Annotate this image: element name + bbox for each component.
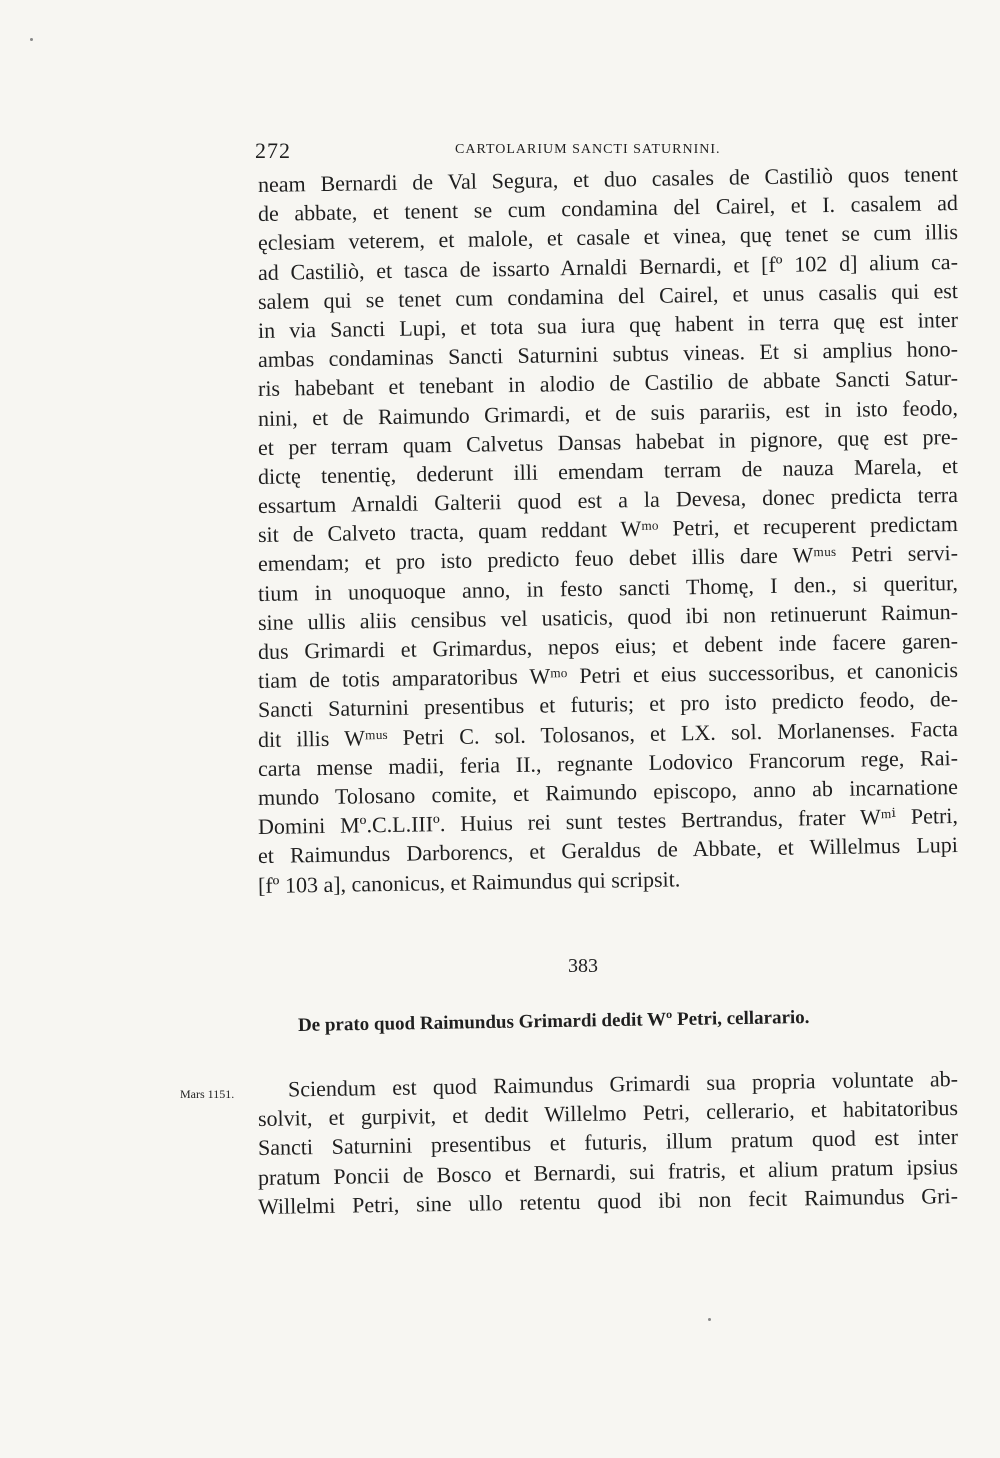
text-line: Willelmi Petri, sine ullo retentu quod ibi non fecit Raimundus Gri- [257, 1182, 959, 1219]
entry-number: 383 [568, 955, 598, 977]
text-line: nini, et de Raimundo Grimardi, et de suis parariis, est in isto feodo, [257, 394, 959, 431]
text-line: [fº 103 a], canonicus, et Raimundus qui scripsit. [257, 865, 681, 898]
text-line: Domini Mº.C.L.IIIº. Huius rei sunt testes Bertrandus, frater Wᵐⁱ Petri, [257, 803, 959, 840]
margin-date-note: Mars 1151. [180, 1087, 235, 1101]
paper-speck [708, 1318, 711, 1321]
text-line: dus Grimardi et Grimardus, nepos eius; et debent inde facere garen- [257, 628, 959, 664]
text-line: Sancti Saturnini presentibus et futuris; et pro isto predicto feodo, de- [257, 686, 959, 723]
text-line: essartum Arnaldi Galterii quod est a la Devesa, donec predicta terra [257, 482, 959, 519]
text-line: sine ullis aliis censibus vel usaticis, quod ibi non retinuerunt Raimun- [257, 598, 959, 635]
text-line: emendam; et pro isto predicto feuo debet illis dare Wᵐᵘˢ Petri servi- [257, 540, 959, 577]
text-line: et per terram quam Calvetus Dansas habebat in pignore, quę est pre- [257, 423, 959, 460]
text-line: et Raimundus Darborencs, et Geraldus de Abbate, et Willelmus Lupi [257, 832, 959, 869]
text-line: carta mense madii, feria II., regnante Lodovico Francorum rege, Rai- [257, 744, 959, 781]
text-line: in via Sancti Lupi, et tota sua iura quę habent in terra quę est inter [257, 306, 959, 343]
text-line: dictę tenentię, dederunt illi emendam terram de nauza Marela, et [257, 452, 959, 489]
text-line: ad Castiliò, et tasca de issarto Arnaldi Bernardi, et [fº 102 d] alium ca- [257, 248, 959, 285]
text-line: ris habebant et tenebant in alodio de Castilio de abbate Sancti Satur- [257, 365, 959, 402]
text-line: sit de Calveto tracta, quam reddant Wᵐᵒ Petri, et recuperent predictam [257, 511, 959, 548]
text-line: tium in unoquoque anno, in festo sancti Thomę, I den., si queritur, [257, 569, 959, 606]
text-line: Sancti Saturnini presentibus et futuris, illum pratum quod est inter [257, 1124, 959, 1161]
entry-heading: De prato quod Raimundus Grimardi dedit Wº Petri, cellarario. [297, 1006, 810, 1036]
charter-text-383 [257, 1066, 959, 1221]
charter-text-continued [257, 161, 959, 900]
text-line: solvit, et gurpivit, et dedit Willelmo Petri, cellerario, et habitatoribus [257, 1095, 959, 1132]
text-line: de abbate, et tenent se cum condamina del Cairel, et I. casalem ad [257, 190, 959, 227]
text-line: pratum Poncii de Bosco et Bernardi, sui fratris, et alium pratum ipsius [257, 1153, 959, 1190]
text-line: Sciendum est quod Raimundus Grimardi sua propria voluntate ab- [287, 1066, 959, 1102]
text-line: neam Bernardi de Val Segura, et duo casales de Castiliò quos tenent [257, 161, 959, 197]
text-line: ęclesiam veterem, et malole, et casale et vinea, quę tenet se cum illis [257, 219, 959, 256]
text-line: salem qui se tenet cum condamina del Cairel, et unus casalis qui est [257, 277, 959, 314]
text-line: tiam de totis amparatoribus Wᵐᵒ Petri et eius successoribus, et canonicis [257, 657, 959, 694]
paper-speck [30, 38, 33, 41]
text-line: mundo Tolosano comite, et Raimundo episcopo, anno ab incarnatione [257, 773, 959, 810]
text-line: dit illis Wᵐᵘˢ Petri C. sol. Tolosanos, et LX. sol. Morlanenses. Facta [257, 715, 959, 752]
running-title: CARTOLARIUM SANCTI SATURNINI. [455, 142, 721, 157]
page-number: 272 [255, 138, 291, 163]
text-line: ambas condaminas Sancti Saturnini subtus vineas. Et si amplius hono- [257, 336, 959, 373]
